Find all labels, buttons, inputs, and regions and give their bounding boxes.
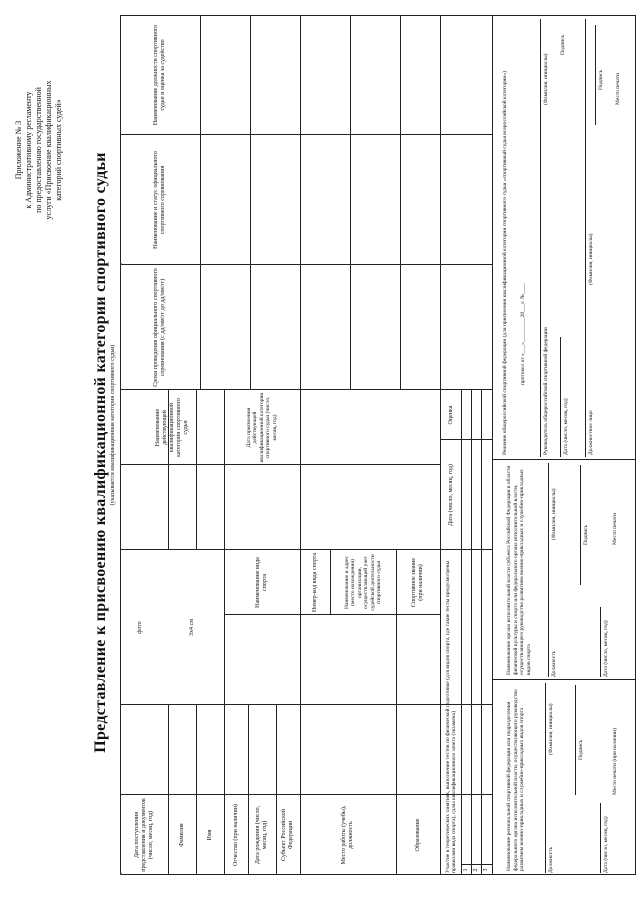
stamp-optional-caption: Место печати (при наличии) [612, 728, 618, 795]
label-competition-name: Наименование и статус официального спортивного соревнования [153, 151, 166, 249]
appendix-number: Приложение № 3 [14, 120, 23, 180]
fio-caption: (Фамилия, инициалы) [548, 703, 554, 755]
category-hint: (указывается квалификационная категория спортивного судьи) [110, 344, 116, 506]
label-subject: Субъект Российской Федерации [281, 809, 294, 861]
label-arrival-date: Дата поступления представления и документов (число, месяц, год) [133, 798, 154, 872]
stamp-caption: Место печати [612, 513, 618, 545]
appendix-line: категорий спортивных судей» [54, 99, 63, 201]
photo-size: 3x4 см [188, 619, 195, 636]
authority-label: Наименование органа исполнительной власти субъекта Российской Федерации в области физической культуры и спорта или федерального органа исполнительной власти, осуществляющего руководство развитием военно-прикладных и служебно-прикладных видов спорта [506, 465, 532, 675]
scan-dot [120, 263, 122, 265]
tests-row-number: 2 [472, 868, 479, 872]
appendix-line: к Административному регламенту [24, 91, 33, 209]
fio-caption: (Фамилия, инициалы) [588, 233, 594, 285]
position-caption: Должность [548, 846, 554, 873]
appendix-line: по предоставлению государственной [34, 87, 43, 213]
tests-header: Участие в теоретических занятиях, выполнение тестов по физической подготовке (для видов спорта, где такие тесты предусмотрены правилами вида спорта), сдача квалификационного зачета (экзамена) [444, 560, 457, 873]
position-caption: Должность [551, 650, 557, 677]
appendix-header [14, 15, 64, 285]
sign-caption: Подпись [583, 524, 589, 545]
protocol-line: протокол от «___»_________20___г. №____ [520, 283, 526, 385]
label-title-rank: Спортивное звание (при наличии) [411, 557, 424, 608]
sign-caption: Подпись [578, 739, 584, 760]
label-birth-date: Дата рождения (число, месяц, год) [255, 805, 268, 865]
label-judge-position: Наименование должности спортивного судьи и оценка за судейство [153, 24, 166, 126]
fio-caption: (Фамилия, инициалы) [551, 488, 557, 540]
tests-row-number: 1 [462, 868, 469, 872]
tests-row-number: 3 [483, 868, 489, 872]
label-education: Образование [414, 818, 421, 852]
head-caption: Руководитель общероссийской спортивной федерации [543, 327, 549, 455]
label-sport-code: Номер-код вида спорта [311, 552, 318, 613]
label-assign-date: Дата присвоения действующей квалификационной категории спортивного судьи (число, месяц, год) [245, 392, 278, 463]
date-caption: Дата (число, месяц, год) [603, 816, 609, 873]
label-name: Имя [206, 829, 213, 841]
tests-grade-column: Оценка [447, 405, 454, 425]
photo-label: фото [136, 621, 143, 634]
label-sport-name: Наименование вида спорта [255, 557, 268, 608]
appendix-line: услуги «Присвоение квалификационных [44, 80, 53, 220]
label-organization: Наименование и адрес (место нахождения) организации, осуществляющей учет судейской деятельности спортивного судьи [343, 554, 382, 611]
scan-dot [120, 873, 122, 875]
value-arrival-date[interactable] [120, 705, 168, 795]
decision-label: Решение общероссийской спортивной федерации (для присвоения квалификационной категории спортивного судьи «спортивный судья всероссийской категории») [501, 71, 508, 455]
fio-caption: (Фамилия, инициалы) [543, 53, 549, 105]
label-patronymic: Отчество (при наличии) [232, 804, 239, 866]
tests-date-column: Дата (число, месяц, год) [447, 464, 454, 526]
label-current-category: Наименование действующей квалификационной категории спортивного судьи [154, 398, 189, 457]
regional-federation-label: Наименование региональной спортивной федерации или подразделения федерального органа исполнительной власти, осуществляющего руководство развитием военно-прикладных и служебно-прикладных видов спорта [506, 689, 526, 871]
date-caption: Дата (число, месяц, год) [563, 398, 569, 455]
stamp-caption: Место печати [615, 73, 621, 105]
label-competition-dates: Сроки проведения официального спортивного соревнования (с дд/мм/гг до дд/мм/гг) [153, 268, 166, 387]
sign-caption: Подпись [560, 34, 566, 55]
official-caption: Должностное лицо [588, 410, 594, 455]
label-surname: Фамилия [178, 823, 185, 847]
page-title: Представление к присвоению квалификационной категории спортивного судьи [92, 152, 109, 753]
label-workplace: Место работы (учебы), должность [341, 805, 354, 865]
date-caption: Дата (число, месяц, год) [603, 620, 609, 677]
sign-caption: Подпись [598, 69, 604, 90]
